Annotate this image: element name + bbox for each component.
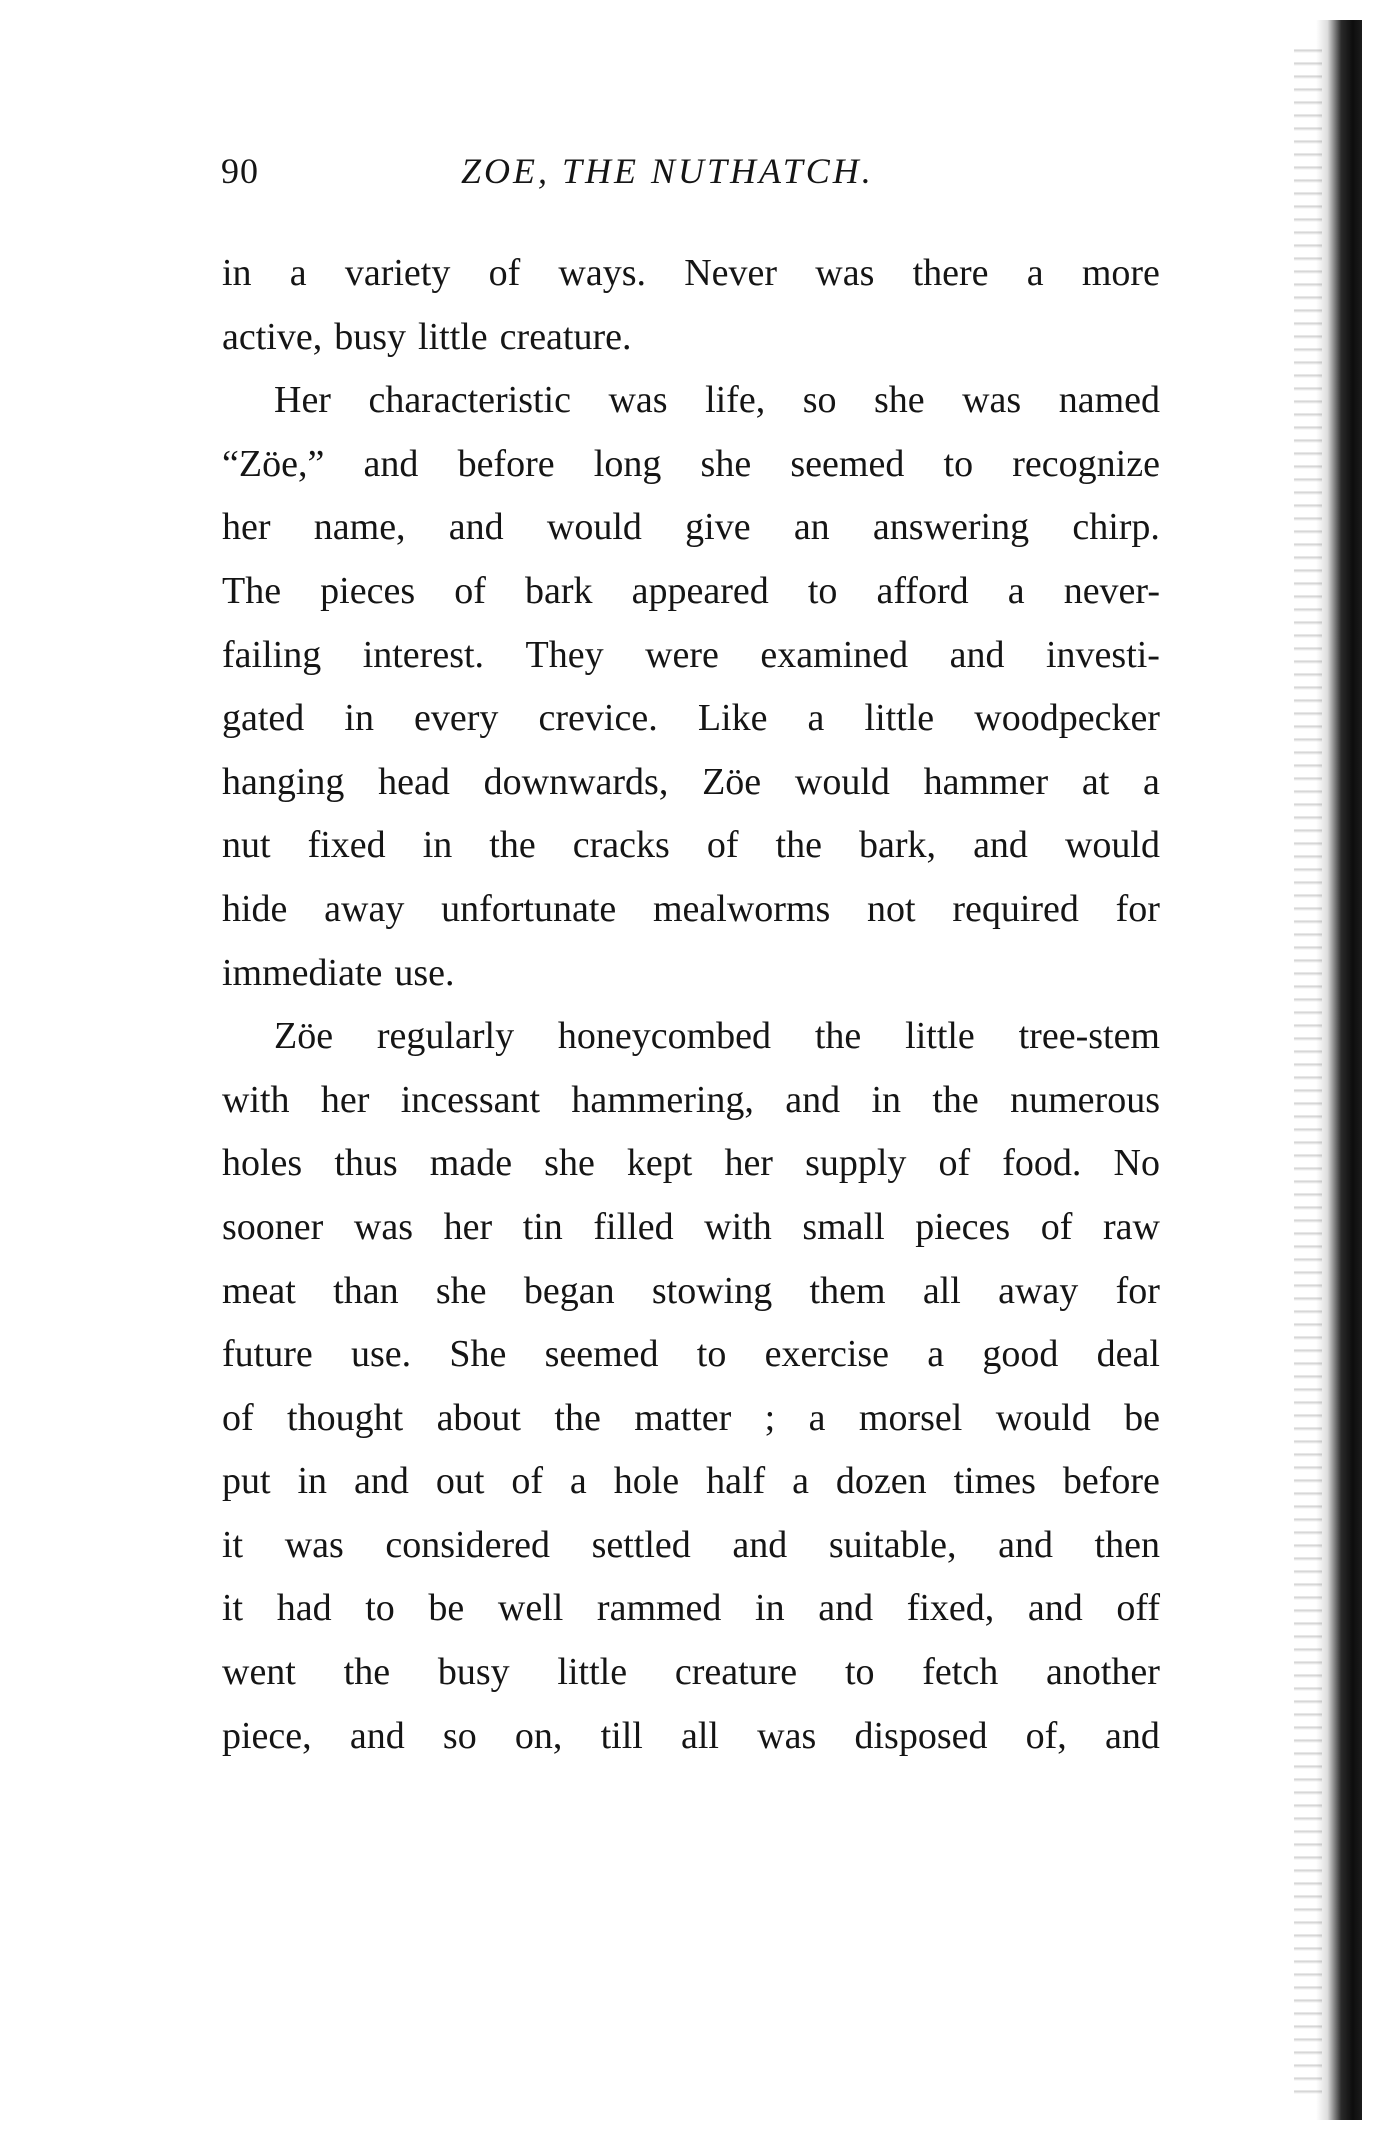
text-line xyxy=(222,440,1160,504)
word: was xyxy=(757,1714,817,1757)
word: thus xyxy=(334,1142,398,1185)
word: bark xyxy=(524,569,593,612)
word: sooner xyxy=(222,1205,324,1248)
word: of xyxy=(454,569,486,612)
word: busy xyxy=(334,315,407,358)
word: good xyxy=(982,1333,1059,1376)
running-title: ZOE, THE NUTHATCH. xyxy=(461,151,874,191)
word: till xyxy=(600,1714,643,1757)
word: then xyxy=(1094,1523,1160,1566)
word: and xyxy=(973,824,1028,867)
word: the xyxy=(932,1078,979,1121)
word: little xyxy=(905,1015,975,1058)
word: made xyxy=(429,1142,513,1185)
word: name, xyxy=(313,506,406,549)
word: small xyxy=(802,1205,885,1248)
word: tree-stem xyxy=(1018,1015,1160,1058)
word: failing xyxy=(222,633,322,676)
word: immediate xyxy=(222,951,383,994)
word: would xyxy=(794,760,890,803)
word: of, xyxy=(1025,1714,1067,1757)
word: not xyxy=(867,887,916,930)
word: she xyxy=(544,1142,595,1185)
word: her xyxy=(443,1205,493,1248)
word: in xyxy=(755,1587,785,1630)
word: every xyxy=(414,697,499,740)
word: out xyxy=(435,1460,485,1503)
word: matter xyxy=(634,1396,732,1439)
word: answering xyxy=(872,506,1030,549)
text-line xyxy=(222,1457,1160,1521)
word: required xyxy=(952,887,1079,930)
word: creature xyxy=(674,1651,798,1694)
text-line xyxy=(222,1203,1160,1267)
word: exercise xyxy=(764,1333,890,1376)
word: to xyxy=(844,1651,875,1694)
text-line xyxy=(222,821,1160,885)
word: The xyxy=(222,569,282,612)
word: honeycombed xyxy=(557,1015,772,1058)
text-line xyxy=(222,1394,1160,1458)
word: before xyxy=(457,442,555,485)
word: “Zöe,” xyxy=(222,442,325,485)
word: unfortunate xyxy=(441,887,617,930)
word: away xyxy=(324,887,405,930)
text-line xyxy=(222,1012,1160,1076)
word: her xyxy=(222,506,271,549)
word: ; xyxy=(764,1396,776,1439)
word: of xyxy=(511,1460,543,1503)
word: piece, xyxy=(222,1714,312,1757)
word: gated xyxy=(222,697,305,740)
text-line xyxy=(222,1521,1160,1585)
word: at xyxy=(1081,760,1110,803)
word: and xyxy=(448,506,504,549)
word: appeared xyxy=(631,569,769,612)
word: a xyxy=(808,1396,826,1439)
word: and xyxy=(354,1460,409,1503)
word: fixed xyxy=(307,824,386,867)
word: and xyxy=(349,1714,405,1757)
word: active, xyxy=(222,315,323,358)
word: them xyxy=(809,1269,886,1312)
word: fixed, xyxy=(906,1587,995,1630)
text-line xyxy=(222,249,1160,313)
word: kept xyxy=(626,1142,693,1185)
text-line xyxy=(222,1584,1160,1648)
word: the xyxy=(489,824,536,867)
word: would xyxy=(1064,824,1160,867)
word: her xyxy=(320,1078,370,1121)
word: an xyxy=(793,506,830,549)
word: the xyxy=(554,1396,601,1439)
word: seemed xyxy=(790,442,905,485)
word: it xyxy=(222,1587,244,1630)
word: chirp. xyxy=(1072,506,1160,549)
word: pieces xyxy=(320,569,416,612)
word: bark, xyxy=(859,824,937,867)
word: the xyxy=(343,1651,391,1694)
word: she xyxy=(873,379,925,422)
word: hole xyxy=(613,1460,680,1503)
word: in xyxy=(222,252,252,294)
text-line xyxy=(222,503,1160,567)
word: stowing xyxy=(651,1269,773,1312)
word: her xyxy=(724,1142,773,1185)
text-line xyxy=(222,1076,1160,1140)
word: a xyxy=(569,1460,587,1503)
word: in xyxy=(871,1078,902,1121)
word: she xyxy=(435,1269,487,1312)
word: cracks xyxy=(572,824,670,867)
word: off xyxy=(1116,1587,1160,1630)
word: all xyxy=(681,1714,719,1757)
word: she xyxy=(700,442,752,485)
word: the xyxy=(775,824,822,867)
word: little xyxy=(864,697,935,740)
word: busy xyxy=(437,1651,510,1694)
word: went xyxy=(222,1651,296,1694)
word: before xyxy=(1062,1460,1160,1503)
word: deal xyxy=(1096,1333,1160,1376)
word: it xyxy=(222,1523,244,1566)
word: a xyxy=(1143,760,1160,803)
word: named xyxy=(1058,379,1160,422)
text-line xyxy=(222,1330,1160,1394)
word: Never xyxy=(684,252,778,294)
word: No xyxy=(1113,1142,1160,1185)
word: numerous xyxy=(1010,1078,1160,1121)
word: and xyxy=(363,442,419,485)
word: considered xyxy=(385,1523,550,1566)
word: and xyxy=(818,1587,874,1630)
text-line xyxy=(222,1648,1160,1712)
running-head xyxy=(221,150,1161,200)
word: be xyxy=(1124,1396,1160,1439)
word: future xyxy=(222,1333,313,1376)
word: of xyxy=(938,1142,971,1185)
word: of xyxy=(1040,1205,1073,1248)
word: was xyxy=(284,1523,344,1566)
word: nut xyxy=(222,824,271,867)
word: began xyxy=(523,1269,615,1312)
word: rammed xyxy=(596,1587,722,1630)
word: about xyxy=(436,1396,521,1439)
word: They xyxy=(525,633,604,676)
word: were xyxy=(645,633,719,676)
word: examined xyxy=(760,633,909,676)
word: crevice. xyxy=(538,697,658,740)
word: Zöe xyxy=(702,760,762,803)
word: use. xyxy=(394,951,455,994)
word: and xyxy=(785,1078,841,1121)
word: incessant xyxy=(400,1078,541,1121)
word: and xyxy=(949,633,1005,676)
word: a xyxy=(792,1460,809,1503)
word: hide xyxy=(222,887,288,930)
text-line xyxy=(222,1712,1160,1776)
text-line xyxy=(222,949,1160,1013)
word: recognize xyxy=(1012,442,1160,485)
word: give xyxy=(685,506,751,549)
word: creature. xyxy=(499,315,632,358)
word: so xyxy=(442,1714,477,1757)
word: for xyxy=(1115,1269,1160,1312)
text-line xyxy=(222,567,1160,631)
word: filled xyxy=(593,1205,674,1248)
word: all xyxy=(922,1269,961,1312)
word: holes xyxy=(222,1142,303,1185)
word: had xyxy=(276,1587,332,1630)
word: there xyxy=(912,252,989,294)
word: raw xyxy=(1102,1205,1160,1248)
word: so xyxy=(802,379,837,422)
word: head xyxy=(378,760,450,803)
word: times xyxy=(953,1460,1036,1503)
word: She xyxy=(449,1333,507,1376)
word: downwards, xyxy=(483,760,669,803)
word: use. xyxy=(350,1333,412,1376)
binding-gutter-shadow xyxy=(1316,20,1362,2120)
word: to xyxy=(696,1333,727,1376)
word: tin xyxy=(522,1205,563,1248)
text-line xyxy=(222,376,1160,440)
word: in xyxy=(422,824,453,867)
word: of xyxy=(488,252,521,294)
word: to xyxy=(365,1587,395,1630)
word: hammer xyxy=(923,760,1049,803)
word: be xyxy=(428,1587,465,1630)
word: morsel xyxy=(858,1396,963,1439)
word: characteristic xyxy=(368,379,571,422)
text-line xyxy=(222,758,1160,822)
word: long xyxy=(593,442,662,485)
word: dozen xyxy=(835,1460,927,1503)
word: and xyxy=(1105,1714,1160,1757)
word: on, xyxy=(514,1714,563,1757)
word: thought xyxy=(287,1396,404,1439)
word: ways. xyxy=(558,252,647,294)
word: a xyxy=(1007,569,1025,612)
word: for xyxy=(1115,887,1160,930)
text-line xyxy=(222,313,1160,377)
word: hammering, xyxy=(571,1078,754,1121)
text-line xyxy=(222,1139,1160,1203)
word: meat xyxy=(222,1269,296,1312)
word: with xyxy=(704,1205,772,1248)
word: life, xyxy=(705,379,766,422)
word: Her xyxy=(274,379,331,422)
page-number: 90 xyxy=(221,151,259,191)
word: with xyxy=(222,1078,290,1121)
word: a xyxy=(289,252,307,294)
word: was xyxy=(353,1205,413,1248)
word: well xyxy=(497,1587,564,1630)
word: little xyxy=(418,315,488,358)
word: suitable, xyxy=(828,1523,957,1566)
word: and xyxy=(732,1523,788,1566)
word: never- xyxy=(1063,569,1160,612)
word: half xyxy=(706,1460,766,1503)
text-line xyxy=(222,1267,1160,1331)
word: a xyxy=(927,1333,945,1376)
word: woodpecker xyxy=(974,697,1160,740)
word: of xyxy=(706,824,739,867)
word: disposed xyxy=(854,1714,988,1757)
word: the xyxy=(814,1015,862,1058)
word: food. xyxy=(1002,1142,1082,1185)
word: and xyxy=(998,1523,1053,1566)
word: was xyxy=(962,379,1022,422)
word: in xyxy=(297,1460,328,1503)
word: interest. xyxy=(362,633,485,676)
word: hanging xyxy=(222,760,345,803)
word: a xyxy=(1026,252,1044,294)
word: than xyxy=(333,1269,399,1312)
word: would xyxy=(995,1396,1091,1439)
body-text xyxy=(222,249,1160,1775)
word: variety xyxy=(344,252,451,294)
text-line xyxy=(222,885,1160,949)
word: investi- xyxy=(1045,633,1160,676)
word: of xyxy=(222,1396,254,1439)
text-line xyxy=(222,631,1160,695)
word: seemed xyxy=(544,1333,659,1376)
word: away xyxy=(998,1269,1079,1312)
word: to xyxy=(943,442,974,485)
word: supply xyxy=(805,1142,907,1185)
word: afford xyxy=(876,569,969,612)
word: a xyxy=(807,697,825,740)
word: settled xyxy=(591,1523,691,1566)
word: Zöe xyxy=(274,1015,334,1058)
word: would xyxy=(546,506,642,549)
word: mealworms xyxy=(652,887,831,930)
word: Like xyxy=(697,697,768,740)
word: put xyxy=(222,1460,271,1503)
word: fetch xyxy=(922,1651,999,1694)
word: was xyxy=(608,379,668,422)
word: another xyxy=(1045,1651,1160,1694)
word: in xyxy=(344,697,374,740)
word: and xyxy=(1027,1587,1083,1630)
word: to xyxy=(807,569,838,612)
text-line xyxy=(222,694,1160,758)
binding-gutter-speckle xyxy=(1294,40,1322,2100)
word: pieces xyxy=(915,1205,1011,1248)
word: regularly xyxy=(376,1015,515,1058)
word: was xyxy=(815,252,875,294)
word: more xyxy=(1081,252,1160,294)
word: little xyxy=(557,1651,628,1694)
